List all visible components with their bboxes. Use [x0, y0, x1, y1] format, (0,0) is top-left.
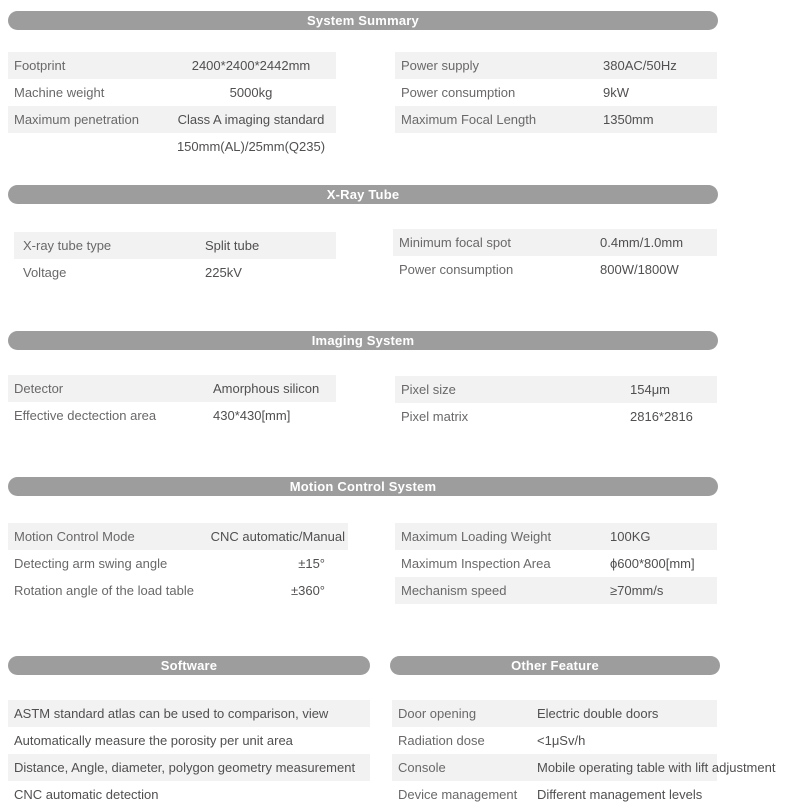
spec-row [392, 781, 717, 808]
system-summary-right-table [395, 52, 717, 133]
spec-value: Electric double doors [537, 706, 659, 721]
spec-value: 430*430[mm] [213, 408, 291, 423]
spec-row [395, 550, 717, 577]
spec-value: CNC automatic/Manual [210, 529, 345, 544]
spec-value: 2400*2400*2442mm [191, 58, 311, 73]
spec-value: 100KG [610, 529, 651, 544]
spec-label: Maximum penetration [14, 112, 139, 127]
spec-label: Maximum Inspection Area [401, 556, 551, 571]
system-summary-left-table [8, 52, 336, 160]
spec-value: Amorphous silicon [213, 381, 320, 396]
spec-label: Maximum Loading Weight [401, 529, 552, 544]
spec-label: Mechanism speed [401, 583, 507, 598]
software-feature-row [8, 700, 370, 727]
spec-value: 150mm(AL)/25mm(Q235) [176, 139, 326, 154]
spec-row [8, 106, 336, 133]
spec-value: 225kV [205, 265, 242, 280]
spec-row [8, 375, 336, 402]
spec-value: 1350mm [603, 112, 654, 127]
spec-row [395, 52, 717, 79]
other-feature-table [392, 700, 776, 808]
spec-row [393, 256, 717, 283]
spec-label: Device management [398, 787, 518, 802]
spec-label: Detecting arm swing angle [14, 556, 168, 571]
spec-label: Machine weight [14, 85, 105, 100]
spec-row [392, 727, 717, 754]
feature-text: CNC automatic detection [14, 787, 159, 802]
spec-label: Pixel matrix [401, 409, 469, 424]
spec-row [8, 550, 348, 577]
imaging-system-left-table [8, 375, 336, 429]
spec-row [8, 133, 336, 160]
spec-row [14, 259, 336, 286]
spec-value: 2816*2816 [630, 409, 693, 424]
software-feature-row [8, 781, 370, 808]
spec-row [392, 700, 717, 727]
spec-label: Detector [14, 381, 64, 396]
spec-value: 9kW [603, 85, 629, 100]
spec-value: ϕ600*800[mm] [610, 556, 695, 571]
section-header-imaging-system: Imaging System [8, 331, 718, 350]
software-feature-row [8, 754, 370, 781]
spec-row [395, 79, 717, 106]
spec-label: Footprint [14, 58, 66, 73]
feature-text: Automatically measure the porosity per unit area [14, 733, 293, 748]
xray-tube-right-table [393, 229, 717, 283]
spec-value: Different management levels [537, 787, 703, 802]
spec-label: Rotation angle of the load table [14, 583, 194, 598]
spec-row [8, 577, 348, 604]
spec-value: 380AC/50Hz [603, 58, 677, 73]
spec-row [395, 577, 717, 604]
spec-value: 154μm [630, 382, 671, 397]
spec-row [8, 402, 336, 429]
spec-label: Minimum focal spot [399, 235, 511, 250]
section-header-software: Software [8, 656, 370, 675]
spec-label: Power supply [401, 58, 480, 73]
spec-value: <1μSv/h [537, 733, 586, 748]
feature-text: Distance, Angle, diameter, polygon geometry measurement [14, 760, 356, 775]
spec-label: Door opening [398, 706, 477, 721]
spec-row [392, 754, 776, 781]
spec-value: 5000kg [229, 85, 273, 100]
spec-row [8, 52, 336, 79]
spec-value: Class A imaging standard [177, 112, 325, 127]
spec-label: Effective dectection area [14, 408, 157, 423]
spec-row [8, 523, 348, 550]
spec-label: Pixel size [401, 382, 456, 397]
spec-label: Motion Control Mode [14, 529, 135, 544]
spec-row [393, 229, 717, 256]
section-header-system-summary: System Summary [8, 11, 718, 30]
spec-label: Radiation dose [398, 733, 485, 748]
spec-value: ±360° [290, 583, 325, 598]
spec-value: 0.4mm/1.0mm [600, 235, 684, 250]
spec-label: Maximum Focal Length [401, 112, 537, 127]
spec-row [395, 376, 717, 403]
spec-label: Power consumption [399, 262, 514, 277]
section-header-motion-control: Motion Control System [8, 477, 718, 496]
feature-text: ASTM standard atlas can be used to comparison, view [14, 706, 329, 721]
spec-label: Console [398, 760, 446, 775]
spec-value: ±15° [298, 556, 325, 571]
spec-label: X-ray tube type [23, 238, 112, 253]
spec-row [8, 79, 336, 106]
section-header-xray-tube: X-Ray Tube [8, 185, 718, 204]
spec-row [395, 106, 717, 133]
spec-row [395, 523, 717, 550]
motion-control-right-table [395, 523, 717, 604]
spec-row [14, 232, 336, 259]
spec-row [395, 403, 717, 430]
section-header-other-feature: Other Feature [390, 656, 720, 675]
spec-value: 800W/1800W [600, 262, 679, 277]
spec-value: ≥70mm/s [610, 583, 664, 598]
xray-tube-left-table [14, 232, 336, 286]
spec-value: Mobile operating table with lift adjustment [537, 760, 776, 775]
spec-label: Power consumption [401, 85, 516, 100]
spec-label: Voltage [23, 265, 67, 280]
software-table [8, 700, 370, 808]
imaging-system-right-table [395, 376, 717, 430]
spec-value: Split tube [205, 238, 260, 253]
motion-control-left-table [8, 523, 348, 604]
software-feature-row [8, 727, 370, 754]
